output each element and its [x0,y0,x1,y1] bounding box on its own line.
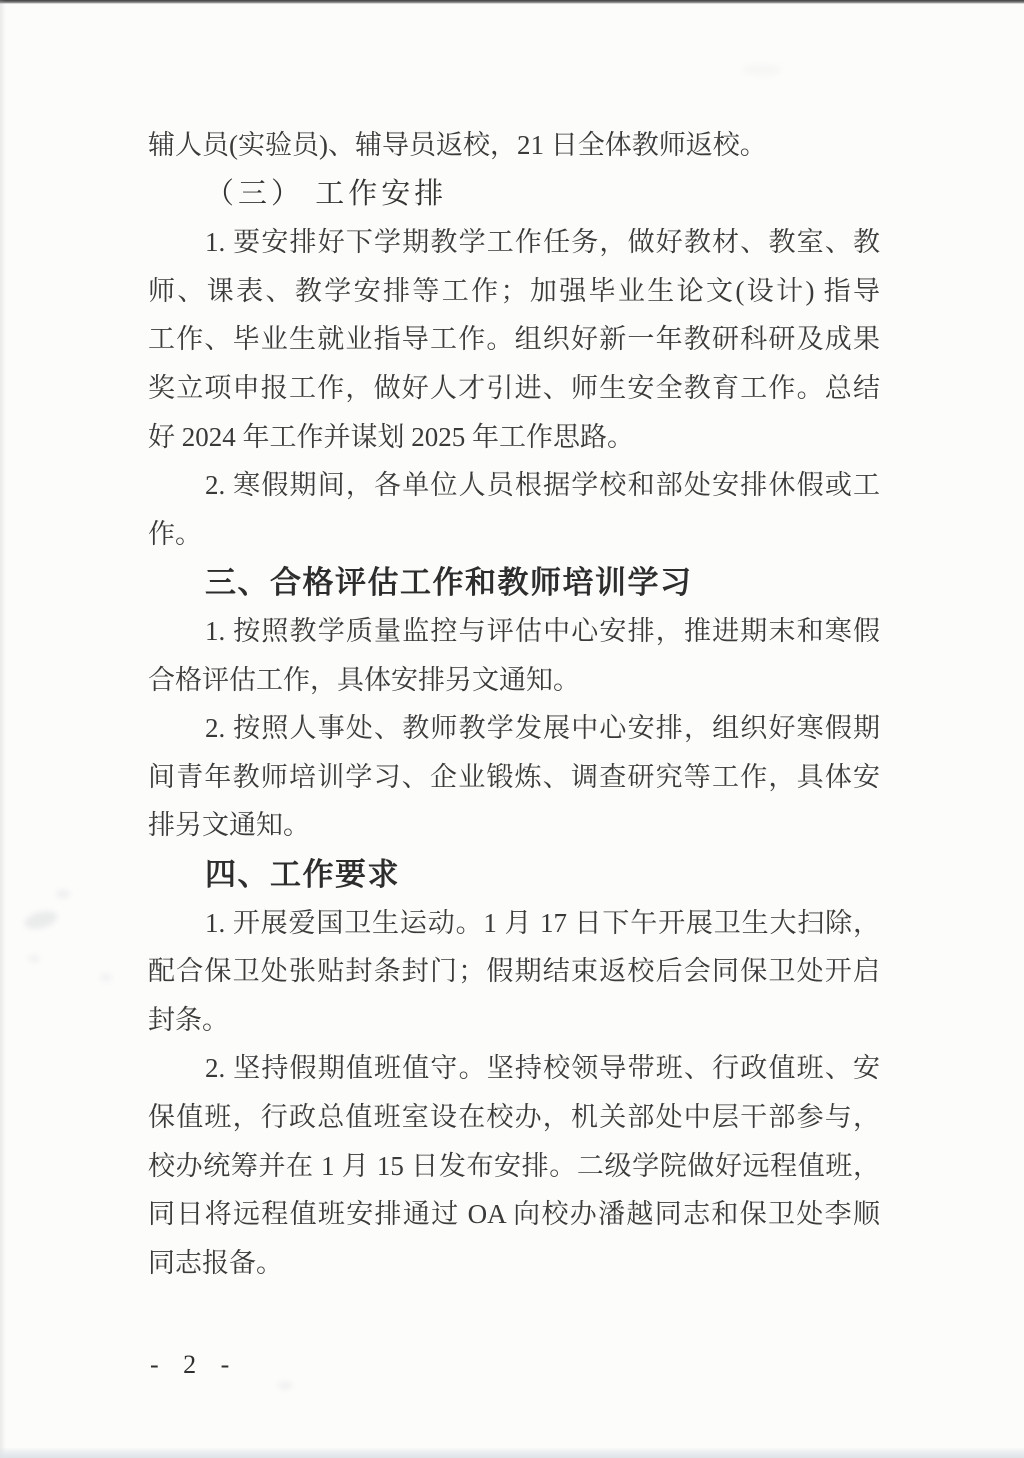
document-line: 间青年教师培训学习、企业锻炼、调查研究等工作，具体安 [148,761,880,792]
document-line: 校办统筹并在 1 月 15 日发布安排。二级学院做好远程值班， [148,1150,880,1181]
document-line: 1. 要安排好下学期教学工作任务，做好教材、教室、教 [205,227,880,258]
document-line: 奖立项申报工作，做好人才引进、师生安全教育工作。总结 [148,373,880,403]
document-line: 好 2024 年工作并谋划 2025 年工作思路。 [148,421,634,452]
document-line: 2. 按照人事处、教师教学发展中心安排，组织好寒假期 [205,713,880,744]
document-line: 1. 开展爱国卫生运动。1 月 17 日下午开展卫生大扫除， [205,907,880,938]
document-line: （三） 工作安排 [205,177,448,210]
document-line: 作。 [148,518,202,549]
document-line: 师、课表、教学安排等工作；加强毕业生论文(设计) 指导 [148,275,880,306]
document-line: 同日将远程值班安排通过 OA 向校办潘越同志和保卫处李顺 [148,1199,880,1230]
document-line: 封条。 [148,1004,229,1035]
document-line: 排另文通知。 [148,810,310,841]
scan-bottom-edge [0,1448,1024,1458]
document-line: 配合保卫处张贴封条封门；假期结束返校后会同保卫处开启 [148,956,880,987]
document-line: 工作、毕业生就业指导工作。组织好新一年教研科研及成果 [148,324,880,355]
document-line: 2. 坚持假期值班值守。坚持校领导带班、行政值班、安 [205,1053,880,1084]
section-heading: 四、工作要求 [205,857,400,892]
document-line: 保值班，行政总值班室设在校办，机关部处中层干部参与， [148,1102,880,1132]
document-line: 1. 按照教学质量监控与评估中心安排，推进期末和寒假 [205,616,880,646]
page-number: - 2 - [150,1350,239,1379]
document-line: 辅人员(实验员)、辅导员返校，21 日全体教师返校。 [148,130,767,160]
document-line: 2. 寒假期间，各单位人员根据学校和部处安排休假或工 [205,470,880,501]
section-heading: 三、合格评估工作和教师培训学习 [205,565,693,601]
document-line: 合格评估工作，具体安排另文通知。 [148,664,580,695]
document-line: 同志报备。 [148,1247,283,1278]
